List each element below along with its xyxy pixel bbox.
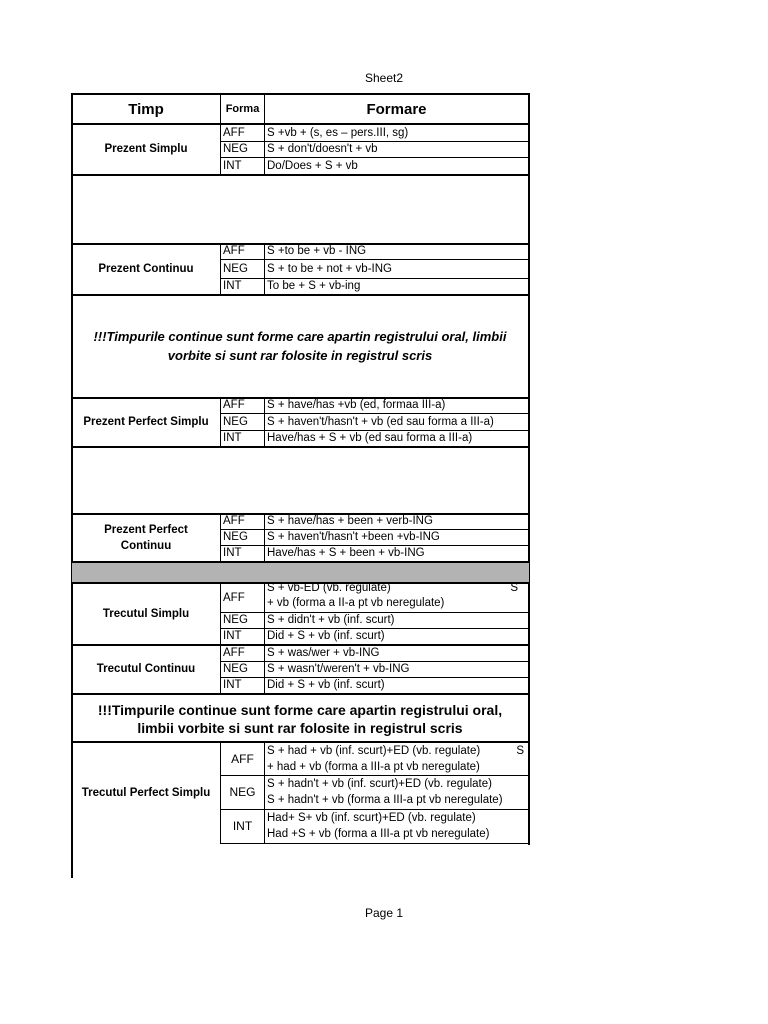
formula-line: S + hadn't + vb (forma a III-a pt vb neregulate) <box>267 794 503 806</box>
tense-name-prezent-perfect-simplu: Prezent Perfect Simplu <box>83 416 209 428</box>
note-line: !!!Timpurile continue sunt forme care apartin registrului oral, <box>97 701 503 718</box>
form-label-int: INT <box>223 630 242 642</box>
formula-aff <box>265 743 528 775</box>
form-label-neg: NEG <box>223 143 248 155</box>
row-divider <box>71 294 530 296</box>
formula-int: Did + S + vb (inf. scurt) <box>267 630 385 642</box>
formula-neg: S + haven't/hasn't +been +vb-ING <box>267 531 440 543</box>
tense-name-trecutul-perfect-simplu: Trecutul Perfect Simplu <box>81 786 211 799</box>
form-label-aff: AFF <box>231 751 254 766</box>
formula-aff: S + have/has + been + verb-ING <box>267 515 433 527</box>
formula-line: Had +S + vb (forma a III-a pt vb neregulate) <box>267 828 490 840</box>
form-label-neg: NEG <box>223 415 248 428</box>
formula-neg: S + to be + not + vb-ING <box>267 263 392 275</box>
row-divider <box>71 693 530 695</box>
header-forma: Forma <box>225 102 260 115</box>
formula-line: S + hadn't + vb (inf. scurt)+ED (vb. regulate) <box>267 778 492 790</box>
form-label-aff: AFF <box>223 515 245 527</box>
formula-line: Had+ S+ vb (inf. scurt)+ED (vb. regulate) <box>267 812 476 824</box>
formula-aff: S + have/has +vb (ed, formaa III-a) <box>267 399 446 411</box>
form-label-neg: NEG <box>223 263 248 275</box>
sheet-title: Sheet2 <box>364 71 404 85</box>
note-line: vorbite si sunt rar folosite in registrul scris <box>167 348 433 363</box>
form-label-aff: AFF <box>223 646 245 659</box>
formula-neg <box>265 776 528 809</box>
formula-line-s: S <box>516 745 524 757</box>
form-label-int: INT <box>223 679 242 691</box>
formula-neg: S + haven't/hasn't + vb (ed sau forma a III-a) <box>267 415 494 428</box>
formula-int: Have/has + S + vb (ed sau forma a III-a) <box>267 432 473 444</box>
tense-name-prezent-simplu: Prezent Simplu <box>104 143 188 155</box>
page-number: Page 1 <box>364 906 404 920</box>
tense-name-prezent-perfect-continuu <box>72 515 220 561</box>
formula-line: S + had + vb (inf. scurt)+ED (vb. regulate) <box>267 745 481 757</box>
row-divider <box>220 843 530 844</box>
form-label-int: INT <box>223 547 242 559</box>
header-formare: Formare <box>366 100 427 118</box>
tense-name-trecutul-continuu: Trecutul Continuu <box>96 663 196 675</box>
form-label-aff: AFF <box>223 245 245 257</box>
formula-aff: S +vb + (s, es – pers.III, sg) <box>267 126 409 139</box>
form-label-int: INT <box>223 432 242 444</box>
formula-int: Have/has + S + been + vb-ING <box>267 547 425 559</box>
tense-name-line: Prezent Perfect <box>104 524 188 536</box>
form-label-int: INT <box>223 280 242 292</box>
form-label-aff: AFF <box>223 591 245 604</box>
formula-neg: S + wasn't/weren't + vb-ING <box>267 663 410 675</box>
row-divider <box>71 446 530 448</box>
formula-neg: S + don't/doesn't + vb <box>267 143 378 155</box>
formula-line-s: S <box>510 582 518 594</box>
table-right-border <box>528 93 530 845</box>
note-continuous-tenses <box>72 326 528 366</box>
note-line: limbii vorbite si sunt rar folosite in registrul scris <box>137 719 463 736</box>
tense-name-trecutul-simplu: Trecutul Simplu <box>102 607 190 620</box>
formula-int: Did + S + vb (inf. scurt) <box>267 679 385 691</box>
formula-line: S + vb-ED (vb. regulate) <box>267 582 391 594</box>
form-label-neg: NEG <box>223 614 248 626</box>
formula-neg: S + didn't + vb (inf. scurt) <box>267 614 395 626</box>
formula-line: + vb (forma a II-a pt vb neregulate) <box>267 597 445 609</box>
formula-aff: S + was/wer + vb-ING <box>267 646 380 659</box>
form-label-neg: NEG <box>223 663 248 675</box>
form-label-neg: NEG <box>223 531 248 543</box>
row-divider <box>71 174 530 176</box>
formula-int <box>265 810 528 843</box>
row-divider <box>220 259 530 260</box>
form-label-int: INT <box>223 159 242 172</box>
tense-name-prezent-continuu: Prezent Continuu <box>98 263 194 275</box>
header-timp: Timp <box>128 100 164 118</box>
form-label-int: INT <box>232 819 253 833</box>
formula-aff <box>265 581 528 612</box>
formula-int: Do/Does + S + vb <box>267 159 358 172</box>
form-label-aff: AFF <box>223 399 245 411</box>
tense-name-line: Continuu <box>120 540 172 552</box>
note-continuous-tenses-2 <box>72 696 528 741</box>
formula-int: To be + S + vb-ing <box>267 280 361 292</box>
form-label-neg: NEG <box>229 785 256 799</box>
note-line: !!!Timpurile continue sunt forme care apartin registrului oral, limbii <box>93 329 507 344</box>
formula-line: + had + vb (forma a III-a pt vb neregulate) <box>267 761 480 773</box>
gray-separator-band <box>72 563 529 582</box>
formula-aff: S +to be + vb - ING <box>267 245 367 257</box>
form-label-aff: AFF <box>223 126 245 139</box>
